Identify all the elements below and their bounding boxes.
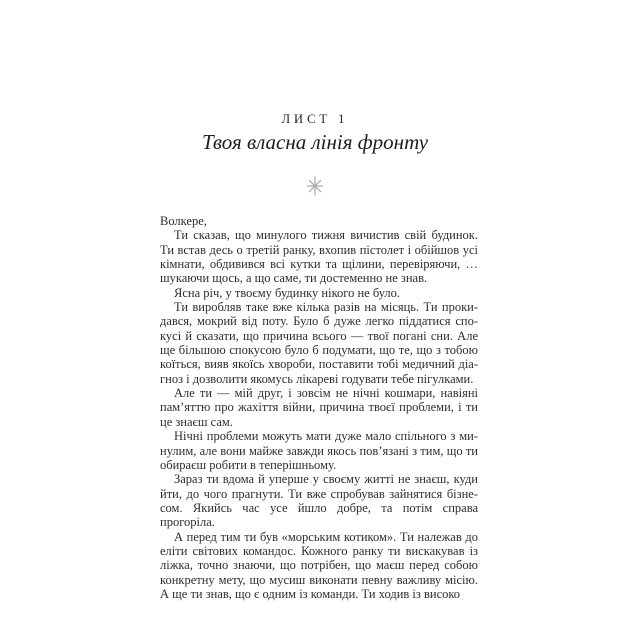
text-line: А перед тим ти був «морським котиком». Ти належав до xyxy=(174,529,478,544)
asterisk-star-icon xyxy=(305,183,325,200)
text-line: шукаючи щось, а що саме, ти достеменно не знав. xyxy=(160,271,428,286)
text-line: Волкере, xyxy=(160,214,207,228)
chapter-title: Твоя власна лінія фронту xyxy=(201,130,429,154)
body-text xyxy=(160,214,478,601)
text-line: еліти світових командос. Кожного ранку ти вискакував із xyxy=(160,543,478,558)
chapter-head xyxy=(0,112,630,155)
text-line: Ти встав десь о третій ранку, вхопив пістолет і обійшов усі xyxy=(160,242,478,257)
text-line: коїться, вияв якоїсь хвороби, поставити тобі медичний діа- xyxy=(160,357,478,372)
text-line: кусі й сказати, що причина всього — твої погані сни. Але xyxy=(160,328,478,343)
text-line: Але ти — мій друг, і зовсім не нічні кошмари, навіяні xyxy=(174,386,478,401)
text-line: конкретну мету, що мусиш виконати певну важливу місію. xyxy=(160,572,478,587)
text-line: сом. Якийсь час усе йшло добре, та потім справа прогоріла. xyxy=(160,500,478,530)
text-line: нулим, але вони майже завжди якось пов’язані з тим, що ти xyxy=(160,443,478,458)
text-line: А ще ти знав, що є одним із команди. Ти ходив із високо xyxy=(160,586,461,601)
text-line: ліжка, точно знаючи, що потрібен, що маєш перед собою xyxy=(160,558,478,573)
text-line: обираєш робити в теперішньому. xyxy=(160,457,337,472)
text-line: кімнати, обдивився всі кутки та щілини, перевіряючи, … xyxy=(160,257,478,272)
chapter-kicker: ЛИСТ 1 xyxy=(281,112,349,126)
text-line: йти, до чого прагнути. Ти вже спробував зайнятися бізне- xyxy=(160,486,478,501)
text-line: це знаєш сам. xyxy=(160,414,233,429)
text-line: пам’яттю про жахіття війни, причина твоєї проблеми, і ти xyxy=(160,400,478,415)
text-line: гноз і дозволити якомусь лікареві годувати тебе пігулками. xyxy=(160,371,474,386)
text-line: Ясна річ, у твоєму будинку нікого не було. xyxy=(174,285,401,300)
text-line: Нічні проблеми можуть мати дуже мало спільного з ми- xyxy=(174,429,478,444)
text-line: Зараз ти вдома й уперше у своєму житті не знаєш, куди xyxy=(174,472,478,487)
text-line: Ти сказав, що минулого тижня вичистив свій будинок. xyxy=(174,228,478,243)
ornament-row xyxy=(0,176,630,196)
text-line: Ти виробляв таке вже кілька разів на місяць. Ти проки- xyxy=(174,300,478,315)
text-line: дався, мокрий від поту. Було б дуже легко піддатися спо- xyxy=(160,314,478,329)
text-line: ще більшою спокусою було б подумати, що те, що з тобою xyxy=(160,343,478,358)
